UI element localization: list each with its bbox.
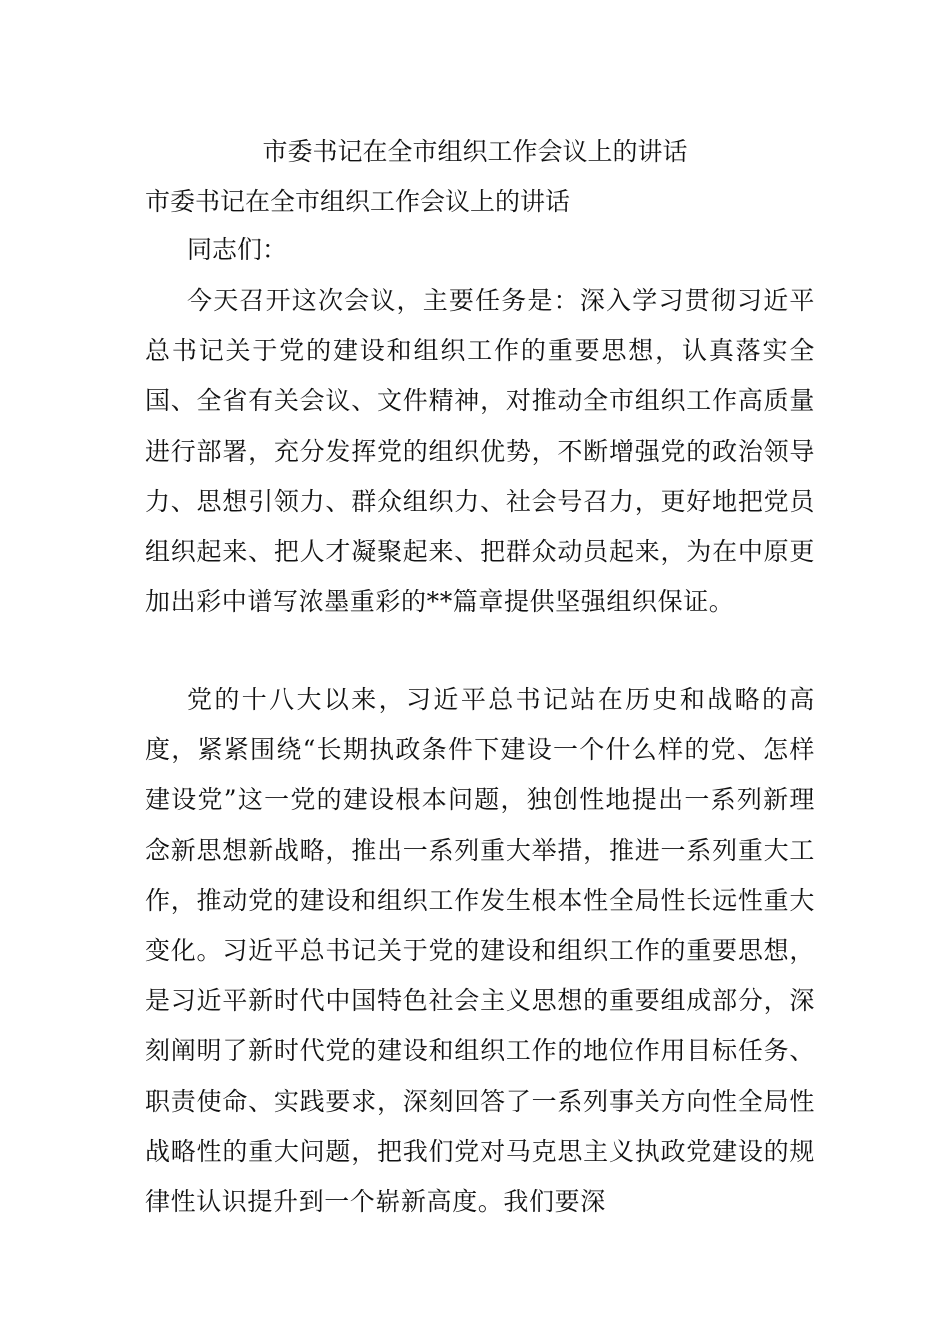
paragraph: 今天召开这次会议，主要任务是：深入学习贯彻习近平总书记关于党的建设和组织工作的重要思想，认真落实全国、全省有关会议、文件精神，对推动全市组织工作高质量进行部署，充分发挥党的组织优势，不断增强党的政治领导力、思想引领力、群众组织力、社会号召力，更好地把党员组织起来、把人才凝聚起来、把群众动员起来，为在中原更加出彩中谱写浓墨重彩的**篇章提供坚强组织保证。 [145,286,815,617]
salutation: 同志们： [187,235,288,264]
document-title: 市委书记在全市组织工作会议上的讲话 [262,137,688,166]
document-subtitle: 市委书记在全市组织工作会议上的讲话 [145,187,571,216]
paragraph: 党的十八大以来，习近平总书记站在历史和战略的高度，紧紧围绕“长期执政条件下建设一个什么样的党、怎样建设党”这一党的建设根本问题，独创性地提出一系列新理念新思想新战略，推出一系列重大举措，推进一系列重大工作，推动党的建设和组织工作发生根本性全局性长远性重大变化。习近平总书记关于党的建设和组织工作的重要思想，是习近平新时代中国特色社会主义思想的重要组成部分，深刻阐明了新时代党的建设和组织工作的地位作用目标任务、职责使命、实践要求，深刻回答了一系列事关方向性全局性战略性的重大问题，把我们党对马克思主义执政党建设的规律性认识提升到一个崭新高度。我们要深 [145,685,815,1217]
